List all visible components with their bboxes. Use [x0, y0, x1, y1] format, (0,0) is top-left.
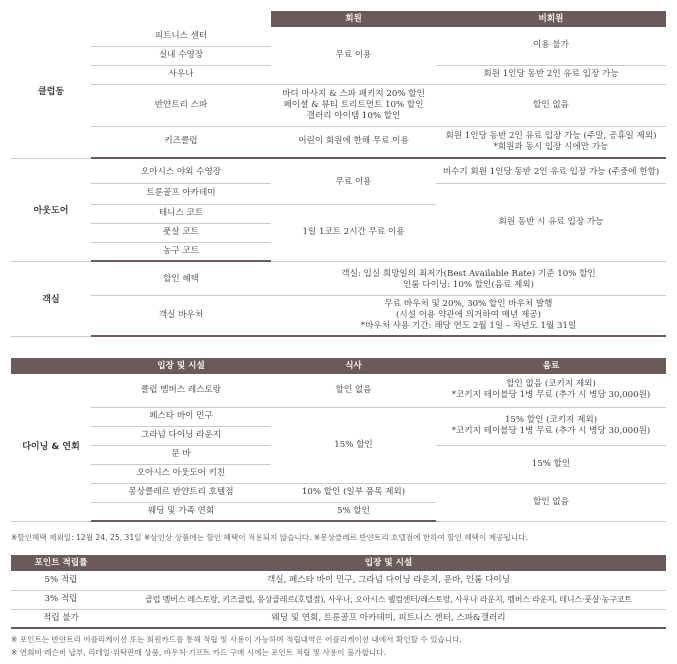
- venue-oasis-kitchen: 오아시스 아웃도어 키친: [91, 464, 271, 483]
- club-member-free: 무료 이용: [271, 27, 436, 84]
- drink-note: *코키지 테이블당 1병 무료 (추가 시 병당 30,000원): [451, 390, 651, 401]
- room-voucher-detail: [271, 295, 666, 336]
- room-discount-line: 인룸 다이닝: 10% 할인(음료 제외): [403, 279, 534, 290]
- festa-granum-drink: [436, 407, 666, 445]
- outdoor-member-free: 무료 이용: [271, 162, 436, 204]
- kids-nonmember: [436, 126, 666, 158]
- header-points-entry: 입장 및 시설: [111, 555, 666, 571]
- header-member: 회원: [271, 11, 436, 27]
- wedding-food: 5% 할인: [271, 502, 436, 521]
- room-discount-line: 객실: 입실 희망일의 최저가(Best Available Rate) 기준 10% 할인: [341, 268, 596, 279]
- category-club: 클럽동: [11, 27, 91, 158]
- venue-wedding: 웨딩 및 가족 연회: [91, 502, 271, 521]
- facility-tennis: 테니스 코트: [91, 204, 271, 223]
- category-dining: 다이닝 & 연회: [11, 374, 91, 521]
- venue-maison-de-la-claire: 몽상클레르 반얀트리 호텔점: [91, 483, 271, 502]
- rate-5: 5% 적립: [11, 571, 111, 590]
- club-restaurant-food: 할인 없음: [271, 374, 436, 407]
- spa-member-line: 갤러리 아이템 10% 할인: [306, 110, 401, 121]
- points-table: [11, 555, 666, 629]
- header-points-rate: 포인트 적립률: [11, 555, 111, 571]
- points-footnote-1: ※ 포인트는 반얀트리 어플리케이션 또는 회원카드를 통해 적립 및 사용이 가능하며 적립내역은 어플리케이션 내에서 확인할 수 있습니다.: [11, 635, 462, 644]
- room-discount-item: 할인 혜택: [91, 265, 271, 295]
- member-benefits-table: [11, 11, 666, 337]
- sauna-nonmember: 회원 1인당 동반 2인 유료 입장 가능: [436, 65, 666, 84]
- facility-outdoor-pool: 오아시스 야외 수영장: [91, 162, 271, 183]
- dining-food-15: 15% 할인: [271, 407, 436, 483]
- facility-golf-academy: 트룬골프 아카데미: [91, 183, 271, 204]
- outdoor-pool-nonmember: 비수기 회원 1인당 동반 2인 유료 입장 가능 (주중에 한함): [436, 162, 666, 183]
- facility-kids-club: 키즈클럽: [91, 126, 271, 158]
- header-entry: 입장 및 시설: [91, 358, 271, 374]
- facility-futsal: 풋살 코트: [91, 223, 271, 242]
- facility-spa: 반얀트리 스파: [91, 84, 271, 126]
- kids-nonmember-note: *회원과 동시 입장 시에만 가능: [493, 141, 609, 152]
- venues-none: 웨딩 및 연회, 트룬골프 아카데미, 피트니스 센터, 스파&갤러리: [111, 609, 666, 628]
- courts-member: 1일 1코트 2시간 무료 이용: [271, 204, 436, 261]
- kids-nonmember-line: 회원 1인당 동반 2인 유료 입장 가능 (주말, 공휴일 제외): [445, 130, 657, 141]
- room-voucher-line: (시설 이용 약관에 의거하여 매년 제공): [396, 309, 541, 320]
- club-nonmember-unavailable: 이용 불가: [436, 27, 666, 65]
- facility-indoor-pool: 실내 수영장: [91, 46, 271, 65]
- room-voucher-note: *바우처 사용 기간: 해당 연도 2월 1일 – 차년도 1월 31일: [360, 320, 577, 331]
- venue-festa: 페스타 바이 민구: [91, 407, 271, 426]
- drink-note: *코키지 테이블당 1병 무료 (추가 시 병당 30,000원): [451, 426, 651, 436]
- header-drink: 음료: [436, 358, 666, 374]
- drink-line: 15% 할인 (코키지 제외): [504, 415, 598, 425]
- spa-member: [271, 84, 436, 126]
- venue-club-members-restaurant: 클럽 멤버스 레스토랑: [91, 374, 271, 407]
- rate-none: 적립 불가: [11, 609, 111, 628]
- outdoor-nonmember-paid: 회원 동반 시 유료 입장 가능: [436, 183, 666, 261]
- spa-member-line: 페이셜 & 뷰티 트리트먼트 10% 할인: [283, 99, 424, 110]
- header-food: 식사: [271, 358, 436, 374]
- dining-footnote: ※할인혜택 제외일: 12월 24, 25, 31일 ※삼인상 상품에는 할인 혜택이 적용되지 않습니다. ※몽상클레르 반얀트리 호텔점에 한하여 할인 혜택이 제공됩니다.: [11, 533, 528, 542]
- header-nonmember: 비회원: [436, 11, 666, 27]
- maison-wedding-drink: 할인 없음: [436, 483, 666, 521]
- maison-food: 10% 할인 (일부 품목 제외): [271, 483, 436, 502]
- venues-3: 클럽 멤버스 레스토랑, 키즈클럽, 몽상클레르(호텔점), 사우나, 오아시스 웰컴센터/레스토랑, 사우나 라운지, 멤버스 라운지, 테니스·풋살·농구코트: [111, 590, 666, 609]
- moon-oasis-drink: 15% 할인: [436, 445, 666, 483]
- venues-5: 객실, 페스타 바이 민구, 그라넘 다이닝 라운지, 문바, 인룸 다이닝: [111, 571, 666, 590]
- category-outdoor: 아웃도어: [11, 162, 91, 261]
- facility-sauna: 사우나: [91, 65, 271, 84]
- drink-line: 할인 없음 (코키지 제외): [506, 379, 596, 390]
- spa-nonmember: 할인 없음: [436, 84, 666, 126]
- room-voucher-item: 객실 바우처: [91, 295, 271, 336]
- rate-3: 3% 적립: [11, 590, 111, 609]
- facility-fitness: 피트니스 센터: [91, 27, 271, 46]
- points-footnote-2: ※ 연회비·레슨비 납부, 리테일·위탁판매 상품, 바우처·기프트 카드 구매 시에는 포인트 적립 및 사용이 불가합니다.: [11, 648, 386, 657]
- venue-granum: 그라넘 다이닝 라운지: [91, 426, 271, 445]
- category-room: 객실: [11, 265, 91, 336]
- room-voucher-line: 무료 바우처 및 20%, 30% 할인 바우처 발행: [384, 298, 553, 309]
- facility-basketball: 농구 코트: [91, 242, 271, 261]
- dining-table: [11, 358, 666, 522]
- spa-member-line: 바디 마사지 & 스파 패키지 20% 할인: [282, 88, 425, 99]
- venue-moon-bar: 문 바: [91, 445, 271, 464]
- room-discount-detail: [271, 265, 666, 295]
- kids-member: 어린이 회원에 한해 무료 이용: [271, 126, 436, 158]
- club-restaurant-drink: [436, 374, 666, 407]
